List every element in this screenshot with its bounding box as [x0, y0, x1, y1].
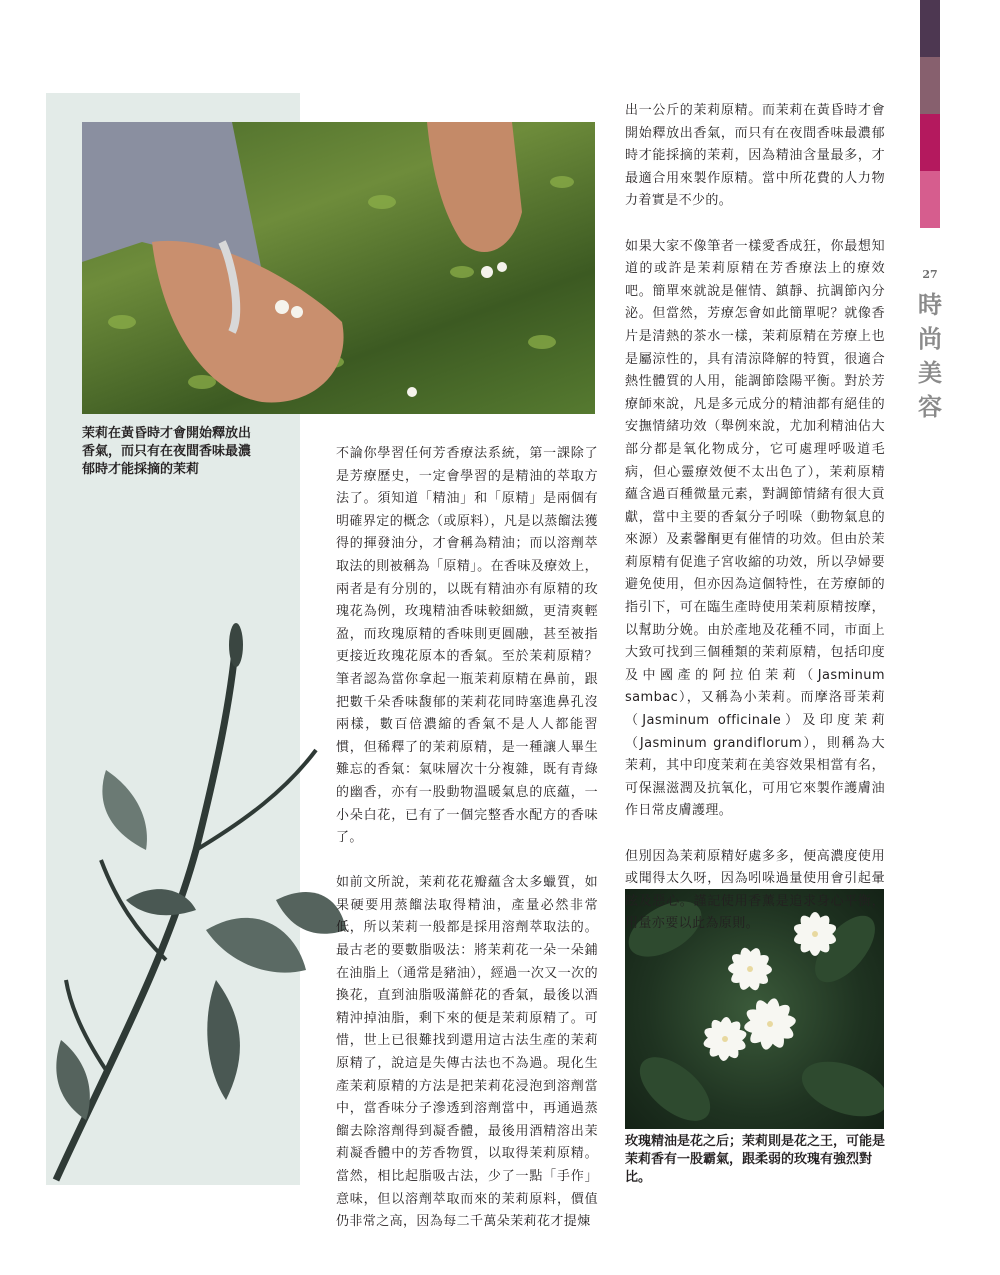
- section-title-char: 尚: [918, 324, 942, 353]
- hands-photo-caption: 茉莉在黃昏時才會開始釋放出香氣，而只有在夜間香味最濃郁時才能採摘的茉莉: [82, 426, 252, 477]
- page-number: 27: [922, 268, 938, 281]
- section-title-char: 美: [918, 358, 942, 387]
- article-paragraph: 出一公斤的茉莉原精。而茉莉在黃昏時才會開始釋放出香氣，而只有在夜間香味最濃郁時才能採摘的茉莉，因為精油含量最多，才最適合用來製作原精。當中所花費的人力物力着實是不少的。: [625, 103, 885, 209]
- article-paragraph: 不論你學習任何芳香療法系統，第一課除了是芳療歷史，一定會學習的是精油的萃取方法了。須知道「精油」和「原精」是兩個有明確界定的概念（或原料），凡是以蒸餾法獲得的揮發油分，才會稱為精油；而以溶劑萃取法的則被稱為「原精」。在香味及療效上，兩者是有分別的，以既有精油亦有原精的玫瑰花為例，玫瑰精油香味較細緻，更清爽輕盈，而玫瑰原精的香味則更圓融，甚至被指更接近玫瑰花原本的香氣。至於茉莉原精？筆者認為當你拿起一瓶茉莉原精在鼻前，跟把數千朵香味馥郁的茉莉花同時塞進鼻孔沒兩樣，數百倍濃縮的香氣不是人人都能習慣，但稀釋了的茉莉原精，是一種讓人畢生難忘的香氣：氣味層次十分複雜，既有青綠的幽香，亦有一股動物溫暖氣息的底蘊，一小朵白花，已有了一個完整香水配方的香味了。: [336, 446, 598, 846]
- section-title: [916, 288, 944, 424]
- section-title-char: 容: [918, 392, 942, 421]
- edge-tab-segment: [920, 57, 940, 114]
- jasmine-branch-illustration: [46, 600, 346, 1185]
- edge-tab-segment: [920, 0, 940, 57]
- edge-tab-segment: [920, 114, 940, 171]
- article-paragraph: 如果大家不像筆者一樣愛香成狂，你最想知道的或許是茉莉原精在芳香療法上的療效吧。簡單來就說是催情、鎮靜、抗調節內分泌。但當然，芳療怎會如此簡單呢？就像香片是清熱的茶水一樣，茉莉原精在芳療上也是屬涼性的，具有清涼降解的特質，很適合熱性體質的人用，能調節陰陽平衡。對於芳療師來說，凡是多元成分的精油都有絕佳的安撫情緒功效（舉例來說，尤加利精油佔大部分都是氧化物成分，它可處理呼吸道毛病，但心靈療效便不太出色了），茉莉原精蘊含過百種微量元素，對調節情緒有很大貢獻，當中主要的香氣分子吲哚（動物氣息的來源）及素馨酮更有催情的功效。但由於茉莉原精有促進子宮收縮的功效，所以孕婦要避免使用，但亦因為這個特性，在芳療師的指引下，可在臨生產時使用茉莉原精按摩，以幫助分娩。由於產地及花種不同，市面上大致可找到三個種類的茉莉原精，包括印度及中國產的阿拉伯茉莉（Jasminum sambac），又稱為小茉莉。而摩洛哥茉莉（Jasminum officinale）及印度茉莉（Jasminum grandiflorum），則稱為大茉莉，其中印度茉莉在美容效果相當有名，可保濕滋潤及抗氧化，可用它來製作護膚油作日常皮膚護理。: [625, 238, 885, 819]
- section-title-char: 時: [918, 290, 942, 319]
- article-right-column: [625, 100, 885, 959]
- edge-tab-segment: [920, 171, 940, 228]
- article-paragraph: 如前文所說，茉莉花花瓣蘊含太多蠟質，如果硬要用蒸餾法取得精油，產量必然非常低，所以茉莉一般都是採用溶劑萃取法的。最古老的要數脂吸法：將茉莉花一朵一朵鋪在油脂上（通常是豬油），經過一次又一次的換花，直到油脂吸滿鮮花的香氣，最後以酒精沖掉油脂，剩下來的便是茉莉原精了。可惜，世上已很難找到還用這古法生產的茉莉原精了，說這是失傳古法也不為過。現化生產茉莉原精的方法是把茉莉花浸泡到溶劑當中，當香味分子滲透到溶劑當中，再通過蒸餾去除溶劑得到凝香體，最後用酒精溶出茉莉凝香體中的芳香物質，以取得茉莉原精。當然，相比起脂吸古法，少了一點「手作」意味，但以溶劑萃取而來的茉莉原料，價值仍非常之高，因為每二千萬朵茉莉花才提煉: [336, 875, 598, 1230]
- article-paragraph: 但別因為茉莉原精好處多多，便高濃度使用或聞得太久呀，因為吲哚過量使用會引起暈眩及惡心。謹記使用香薰是追求身心平衡，用量亦要以此為原則。: [625, 848, 885, 932]
- article-left-column: [336, 443, 598, 1256]
- jasmine-photo-caption: 玫瑰精油是花之后；茉莉則是花之王，可能是茉莉香有一股霸氣，跟柔弱的玫瑰有強烈對比。: [625, 1134, 886, 1185]
- hands-picking-jasmine-photo: [82, 122, 595, 414]
